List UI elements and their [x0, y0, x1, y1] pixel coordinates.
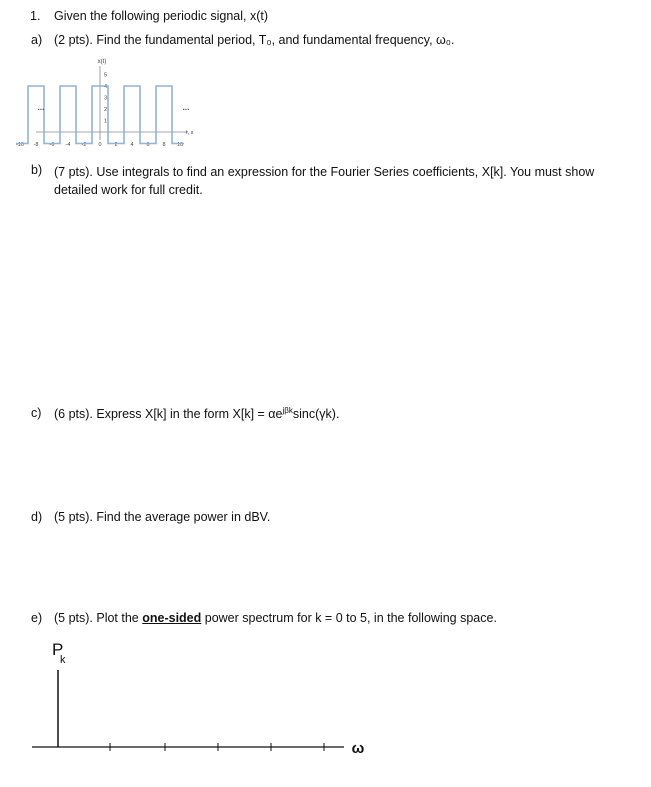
- signal-x-tick-label: 6: [146, 142, 150, 148]
- signal-x-tick-label: -6: [49, 142, 55, 148]
- signal-y-tick-label: 5: [104, 72, 108, 79]
- part-e-text: [54, 611, 497, 625]
- spectrum-ylabel-sub: k: [60, 654, 66, 666]
- signal-ellipsis-left: ...: [37, 103, 45, 112]
- signal-ellipsis-right: ...: [182, 103, 190, 112]
- part-e-text-after: power spectrum for k = 0 to 5, in the following space.: [201, 611, 497, 625]
- spectrum-plot: [28, 632, 378, 772]
- part-a-text: (2 pts). Find the fundamental period, T₀, and fundamental frequency, ω₀.: [54, 33, 455, 47]
- signal-x-tick-label: -2: [81, 142, 87, 148]
- signal-x-tick-label: -4: [65, 142, 71, 148]
- signal-x-tick-label: 2: [114, 142, 118, 148]
- spectrum-ylabel-main: P: [52, 640, 64, 659]
- signal-plot: [16, 54, 218, 158]
- signal-x-tick-label: -8: [33, 142, 39, 148]
- spectrum-xlabel: ω: [351, 740, 365, 757]
- signal-y-tick-label: 3: [104, 95, 108, 102]
- part-c-text-after: sinc(γk).: [292, 407, 340, 422]
- part-c-superscript: jβk: [282, 406, 293, 415]
- signal-x-tick-label: 10: [176, 142, 184, 148]
- part-c-text-before: (6 pts). Express X[k] in the form X[k] = αe: [54, 407, 283, 422]
- signal-y-tick-label: 1: [104, 118, 108, 125]
- part-b-text: (7 pts). Use integrals to find an expression for the Fourier Series coefficients, X[k]. You must show detailed work for full credit.: [54, 165, 595, 197]
- part-e-text-before: (5 pts). Plot the: [54, 611, 143, 625]
- part-c-text: [54, 406, 339, 421]
- signal-y-tick-label: 4: [104, 84, 108, 90]
- signal-plot-xlabel: t, s: [186, 130, 194, 136]
- signal-x-tick-label: -10: [16, 142, 24, 148]
- part-b-label: b): [31, 163, 43, 177]
- signal-plot-ylabel: x(t): [97, 59, 107, 65]
- part-e-label: e): [31, 611, 43, 625]
- part-c-label: c): [31, 406, 42, 420]
- signal-x-tick-label: 4: [130, 142, 134, 148]
- part-a-label: a): [31, 33, 43, 47]
- signal-x-tick-label: 0: [98, 142, 102, 148]
- signal-y-tick-label: 2: [104, 107, 108, 113]
- part-e-emphasis: one-sided: [142, 611, 202, 625]
- question-text: Given the following periodic signal, x(t): [54, 9, 268, 23]
- signal-x-tick-label: 8: [162, 142, 166, 148]
- question-number: 1.: [30, 9, 41, 23]
- part-d-text: (5 pts). Find the average power in dBV.: [54, 510, 271, 524]
- part-d-label: d): [31, 510, 43, 524]
